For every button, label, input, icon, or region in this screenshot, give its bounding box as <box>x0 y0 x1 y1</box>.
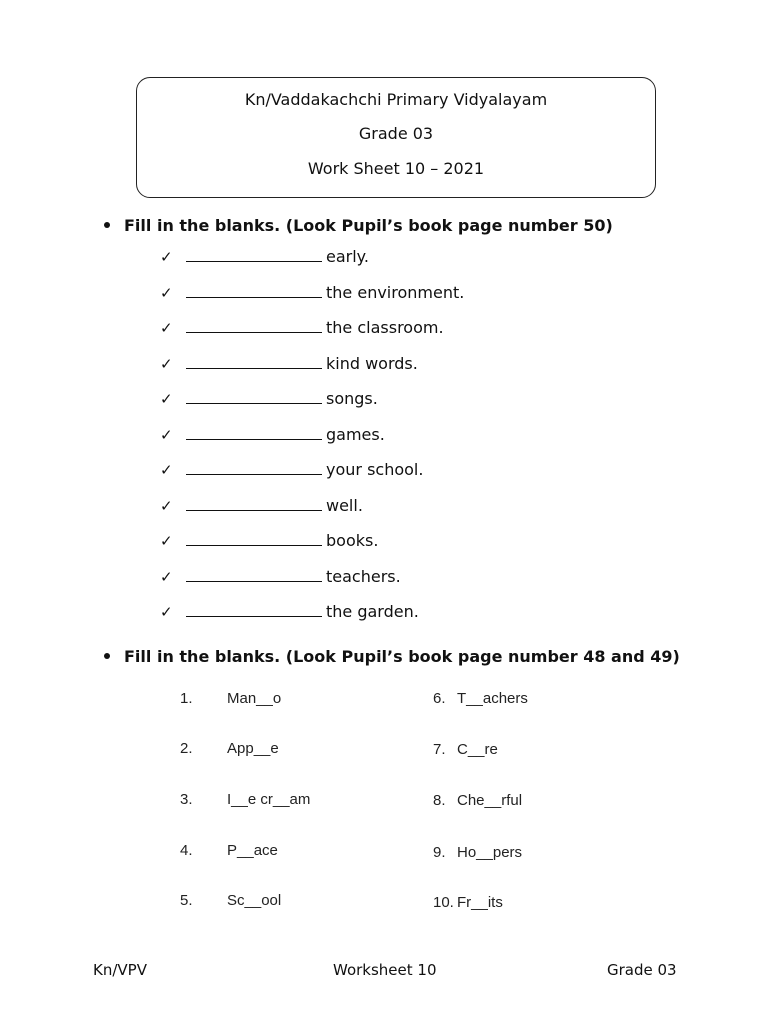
item-text: the garden. <box>326 602 419 621</box>
item-number: 1. <box>180 690 193 707</box>
check-item <box>160 531 378 551</box>
answer-blank <box>186 460 322 475</box>
item-number: 4. <box>180 842 193 859</box>
checkmark-icon: ✓ <box>160 532 173 550</box>
answer-blank <box>186 318 322 333</box>
missing-letter-word: Sc__ool <box>227 892 282 909</box>
item-text: the classroom. <box>326 318 444 337</box>
footer-center: Worksheet 10 <box>333 961 437 979</box>
item-text: kind words. <box>326 353 418 373</box>
missing-letter-word: I__e cr__am <box>227 791 311 808</box>
check-item <box>160 425 385 445</box>
checkmark-icon: ✓ <box>160 319 173 337</box>
answer-blank <box>186 531 322 546</box>
answer-blank <box>186 389 322 404</box>
check-item <box>160 247 369 267</box>
item-number: 2. <box>180 740 193 757</box>
checkmark-icon: ✓ <box>160 283 173 302</box>
school-name: Kn/Vaddakachchi Primary Vidyalayam <box>244 90 548 109</box>
missing-letter-word: App__e <box>227 740 279 757</box>
section1-title-text: Fill in the blanks. (Look Pupil’s book page number 50) <box>124 216 613 235</box>
checkmark-icon: ✓ <box>160 603 173 621</box>
missing-letter-word: P__ace <box>227 842 278 859</box>
answer-blank <box>186 425 322 440</box>
answer-blank <box>186 567 322 582</box>
header-box <box>136 77 656 198</box>
checkmark-icon: ✓ <box>160 461 173 479</box>
item-text: teachers. <box>326 566 401 586</box>
item-number: 3. <box>180 791 193 808</box>
check-item <box>160 496 363 516</box>
bullet-icon <box>104 653 110 659</box>
answer-blank <box>186 496 322 511</box>
section1-title <box>104 216 613 236</box>
missing-letter-word: C__re <box>457 741 498 758</box>
item-number: 8. <box>433 792 446 809</box>
item-text: your school. <box>326 460 424 479</box>
checkmark-icon: ✓ <box>160 354 173 373</box>
item-text: the environment. <box>326 282 465 302</box>
item-text: songs. <box>326 389 378 408</box>
check-item <box>160 567 401 587</box>
item-number: 6. <box>433 690 446 707</box>
check-item <box>160 283 464 303</box>
missing-letter-word: Fr__its <box>457 894 503 911</box>
check-item <box>160 602 419 622</box>
worksheet-title: Work Sheet 10 – 2021 <box>307 159 485 178</box>
section2-title <box>104 647 680 667</box>
item-text: books. <box>326 531 379 550</box>
checkmark-icon: ✓ <box>160 425 173 444</box>
missing-letter-word: Che__rful <box>457 792 523 809</box>
checkmark-icon: ✓ <box>160 567 173 586</box>
section2-title-text: Fill in the blanks. (Look Pupil’s book page number 48 and 49) <box>124 647 680 666</box>
item-text: well. <box>326 495 363 515</box>
missing-letter-word: T__achers <box>457 690 528 707</box>
footer-right: Grade 03 <box>607 961 677 979</box>
checkmark-icon: ✓ <box>160 390 173 408</box>
bullet-icon <box>104 222 110 228</box>
missing-letter-word: Man__o <box>227 690 282 707</box>
answer-blank <box>186 602 322 617</box>
check-item <box>160 389 378 409</box>
answer-blank <box>186 283 322 298</box>
item-number: 10. <box>433 894 454 911</box>
item-number: 7. <box>433 741 446 758</box>
missing-letter-word: Ho__pers <box>457 844 523 861</box>
checkmark-icon: ✓ <box>160 248 173 266</box>
answer-blank <box>186 247 322 262</box>
item-number: 5. <box>180 892 193 909</box>
item-number: 9. <box>433 844 446 861</box>
item-text: games. <box>326 424 385 444</box>
item-text: early. <box>326 247 369 266</box>
check-item <box>160 318 444 338</box>
grade-label: Grade 03 <box>358 124 434 143</box>
answer-blank <box>186 354 322 369</box>
checkmark-icon: ✓ <box>160 496 173 515</box>
check-item <box>160 354 418 374</box>
footer-left: Kn/VPV <box>93 961 147 979</box>
check-item <box>160 460 423 480</box>
